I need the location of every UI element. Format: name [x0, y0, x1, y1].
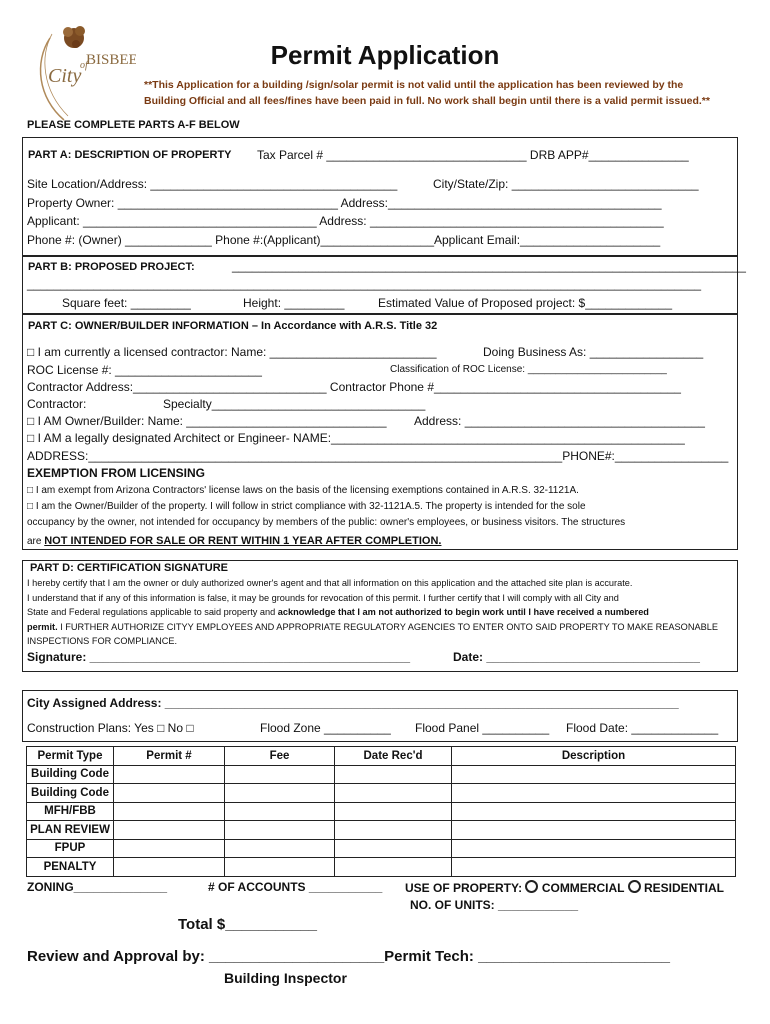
notice-line-1: **This Application for a building /sign/solar permit is not valid until the application has been reviewed by the: [144, 79, 684, 91]
roc-license-field[interactable]: ROC License #: ______________________: [27, 363, 262, 377]
table-row: MFH/FBB: [27, 802, 736, 821]
owner-line-2: occupancy by the owner, not intended for occupancy by members of the public: owner's employees, or business visitors. The structures: [27, 517, 626, 528]
svg-text:BISBEE: BISBEE: [86, 52, 136, 68]
flood-zone-field[interactable]: Flood Zone __________: [260, 721, 391, 735]
table-header-row: [27, 747, 736, 766]
table-row: Building Code: [27, 765, 736, 784]
permit-table: [26, 746, 736, 877]
square-feet-field[interactable]: Square feet: _________: [62, 296, 191, 310]
project-line-1[interactable]: _____________________________________________________________________________: [232, 259, 746, 273]
table-row: Building Code: [27, 784, 736, 803]
city-logo: [30, 18, 136, 128]
svg-text:of: of: [80, 60, 88, 71]
review-approval-field[interactable]: Review and Approval by: _____________________Permit Tech: _______________________: [27, 948, 670, 965]
doing-business-field[interactable]: Doing Business As: _________________: [483, 345, 704, 359]
contractor-address-field[interactable]: Contractor Address:_____________________________ Contractor Phone #_____________________________________: [27, 380, 681, 394]
certification-text: [27, 576, 739, 649]
page-title: Permit Application: [270, 40, 500, 70]
signature-field[interactable]: Signature: ________________________________________________: [27, 650, 411, 664]
part-b-heading: PART B: PROPOSED PROJECT:: [28, 261, 195, 273]
exemption-text: [27, 483, 739, 550]
use-of-property-label: USE OF PROPERTY:: [405, 881, 523, 895]
value-field[interactable]: Estimated Value of Proposed project: $_____________: [378, 296, 672, 310]
permit-notice: [144, 77, 710, 109]
address-phone-field[interactable]: ADDRESS:_______________________________________________________________________PHONE#:_________________: [27, 449, 729, 463]
cert-line-5: INSPECTIONS FOR COMPLIANCE.: [27, 636, 178, 646]
flood-date-field[interactable]: Flood Date: _____________: [566, 721, 719, 735]
bisbee-seal-icon: [30, 18, 136, 128]
part-d-heading: PART D: CERTIFICATION SIGNATURE: [30, 562, 228, 574]
part-c-heading: PART C: OWNER/BUILDER INFORMATION – In Accordance with A.R.S. Title 32: [28, 320, 438, 332]
table-row: PLAN REVIEW: [27, 821, 736, 840]
part-a-heading: PART A: DESCRIPTION OF PROPERTY: [28, 149, 232, 161]
table-row: PENALTY: [27, 858, 736, 877]
accounts-field[interactable]: # OF ACCOUNTS ___________: [208, 880, 383, 894]
commercial-label: COMMERCIAL: [541, 881, 625, 895]
owner-line-1[interactable]: □ I am the Owner/Builder of the property. I will follow in strict compliance with 32-1121A.5. The property is intended for the sole: [27, 501, 586, 512]
header-fee: Fee: [225, 747, 335, 766]
owner-builder-address-field[interactable]: Address: ____________________________________: [414, 414, 705, 428]
residential-radio-icon[interactable]: [628, 880, 641, 893]
owner-builder-name-field[interactable]: □ I AM Owner/Builder: Name: ______________________________: [27, 414, 387, 428]
table-row: FPUP: [27, 839, 736, 858]
cert-line-2: I understand that if any of this information is false, it may be grounds for revocation of this permit. I further certify that I will comply with all City and: [27, 592, 619, 603]
header-permit-number: Permit #: [114, 747, 225, 766]
units-field[interactable]: NO. OF UNITS: ____________: [410, 898, 579, 912]
exempt-line[interactable]: □ I am exempt from Arizona Contractors' license laws on the basis of the licensing exemptions contained in A.R.S. 32-1121A.: [27, 485, 579, 496]
height-field[interactable]: Height: _________: [243, 296, 345, 310]
licensed-contractor-field[interactable]: □ I am currently a licensed contractor: Name: _________________________: [27, 345, 437, 359]
header-description: Description: [452, 747, 736, 766]
cert-line-1: I hereby certify that I am the owner or duly authorized owner's agent and that all information on this application and the attached site plan is accurate.: [27, 578, 633, 588]
notice-line-2: Building Official and all fees/fines have been paid in full. No work shall begin until there is a valid permit issued.**: [144, 95, 710, 107]
phone-field[interactable]: Phone #: (Owner) _____________ Phone #:(Applicant)_________________Applicant Email:_____________________: [27, 233, 661, 247]
city-state-zip-field[interactable]: City/State/Zip: ____________________________: [433, 177, 699, 191]
roc-classification-field[interactable]: Classification of ROC License: _________________________: [390, 364, 667, 375]
applicant-field[interactable]: Applicant: ___________________________________ Address: ____________________________________________: [27, 214, 664, 228]
contractor-label: Contractor:: [27, 397, 87, 411]
use-of-property-field: [405, 880, 724, 895]
svg-text:City: City: [48, 65, 82, 87]
zoning-field[interactable]: ZONING______________: [27, 880, 168, 894]
project-line-2[interactable]: _____________________________________________________________________________________________________: [27, 277, 702, 291]
date-field[interactable]: Date: ________________________________: [453, 650, 700, 664]
tax-parcel-field[interactable]: Tax Parcel # ______________________________ DRB APP#_______________: [257, 148, 689, 162]
total-field[interactable]: Total $___________: [178, 916, 317, 933]
property-owner-field[interactable]: Property Owner: _________________________________ Address:_________________________________________: [27, 196, 662, 210]
instructions: PLEASE COMPLETE PARTS A-F BELOW: [27, 119, 240, 131]
city-assigned-address-field[interactable]: City Assigned Address: _____________________________________________________________________________: [27, 696, 679, 710]
commercial-radio-icon[interactable]: [525, 880, 538, 893]
cert-line-3: State and Federal regulations applicable to said property and acknowledge that I am not authorized to begin work until I have received a numbered: [27, 607, 649, 617]
not-for-sale-text: NOT INTENDED FOR SALE OR RENT WITHIN 1 YEAR AFTER COMPLETION.: [44, 535, 442, 547]
residential-label: RESIDENTIAL: [643, 881, 724, 895]
flood-panel-field[interactable]: Flood Panel __________: [415, 721, 550, 735]
exemption-heading: EXEMPTION FROM LICENSING: [27, 466, 206, 480]
site-location-field[interactable]: Site Location/Address: _____________________________________: [27, 177, 398, 191]
header-permit-type: Permit Type: [27, 747, 114, 766]
specialty-field[interactable]: Specialty________________________________: [163, 397, 426, 411]
header-date-received: Date Rec'd: [335, 747, 452, 766]
owner-line-3: are NOT INTENDED FOR SALE OR RENT WITHIN 1 YEAR AFTER COMPLETION.: [27, 535, 442, 547]
construction-plans-field[interactable]: Construction Plans: Yes □ No □: [27, 721, 194, 735]
building-inspector-label: Building Inspector: [224, 970, 347, 986]
architect-field[interactable]: □ I AM a legally designated Architect or Engineer- NAME:_____________________________________________________: [27, 431, 685, 445]
cert-line-4: permit. I FURTHER AUTHORIZE CITYY EMPLOYEES AND APPROPRIATE REGULATORY AGENCIES TO ENTER ONTO SAID PROPERTY TO MAKE REASONABLE: [27, 621, 718, 632]
